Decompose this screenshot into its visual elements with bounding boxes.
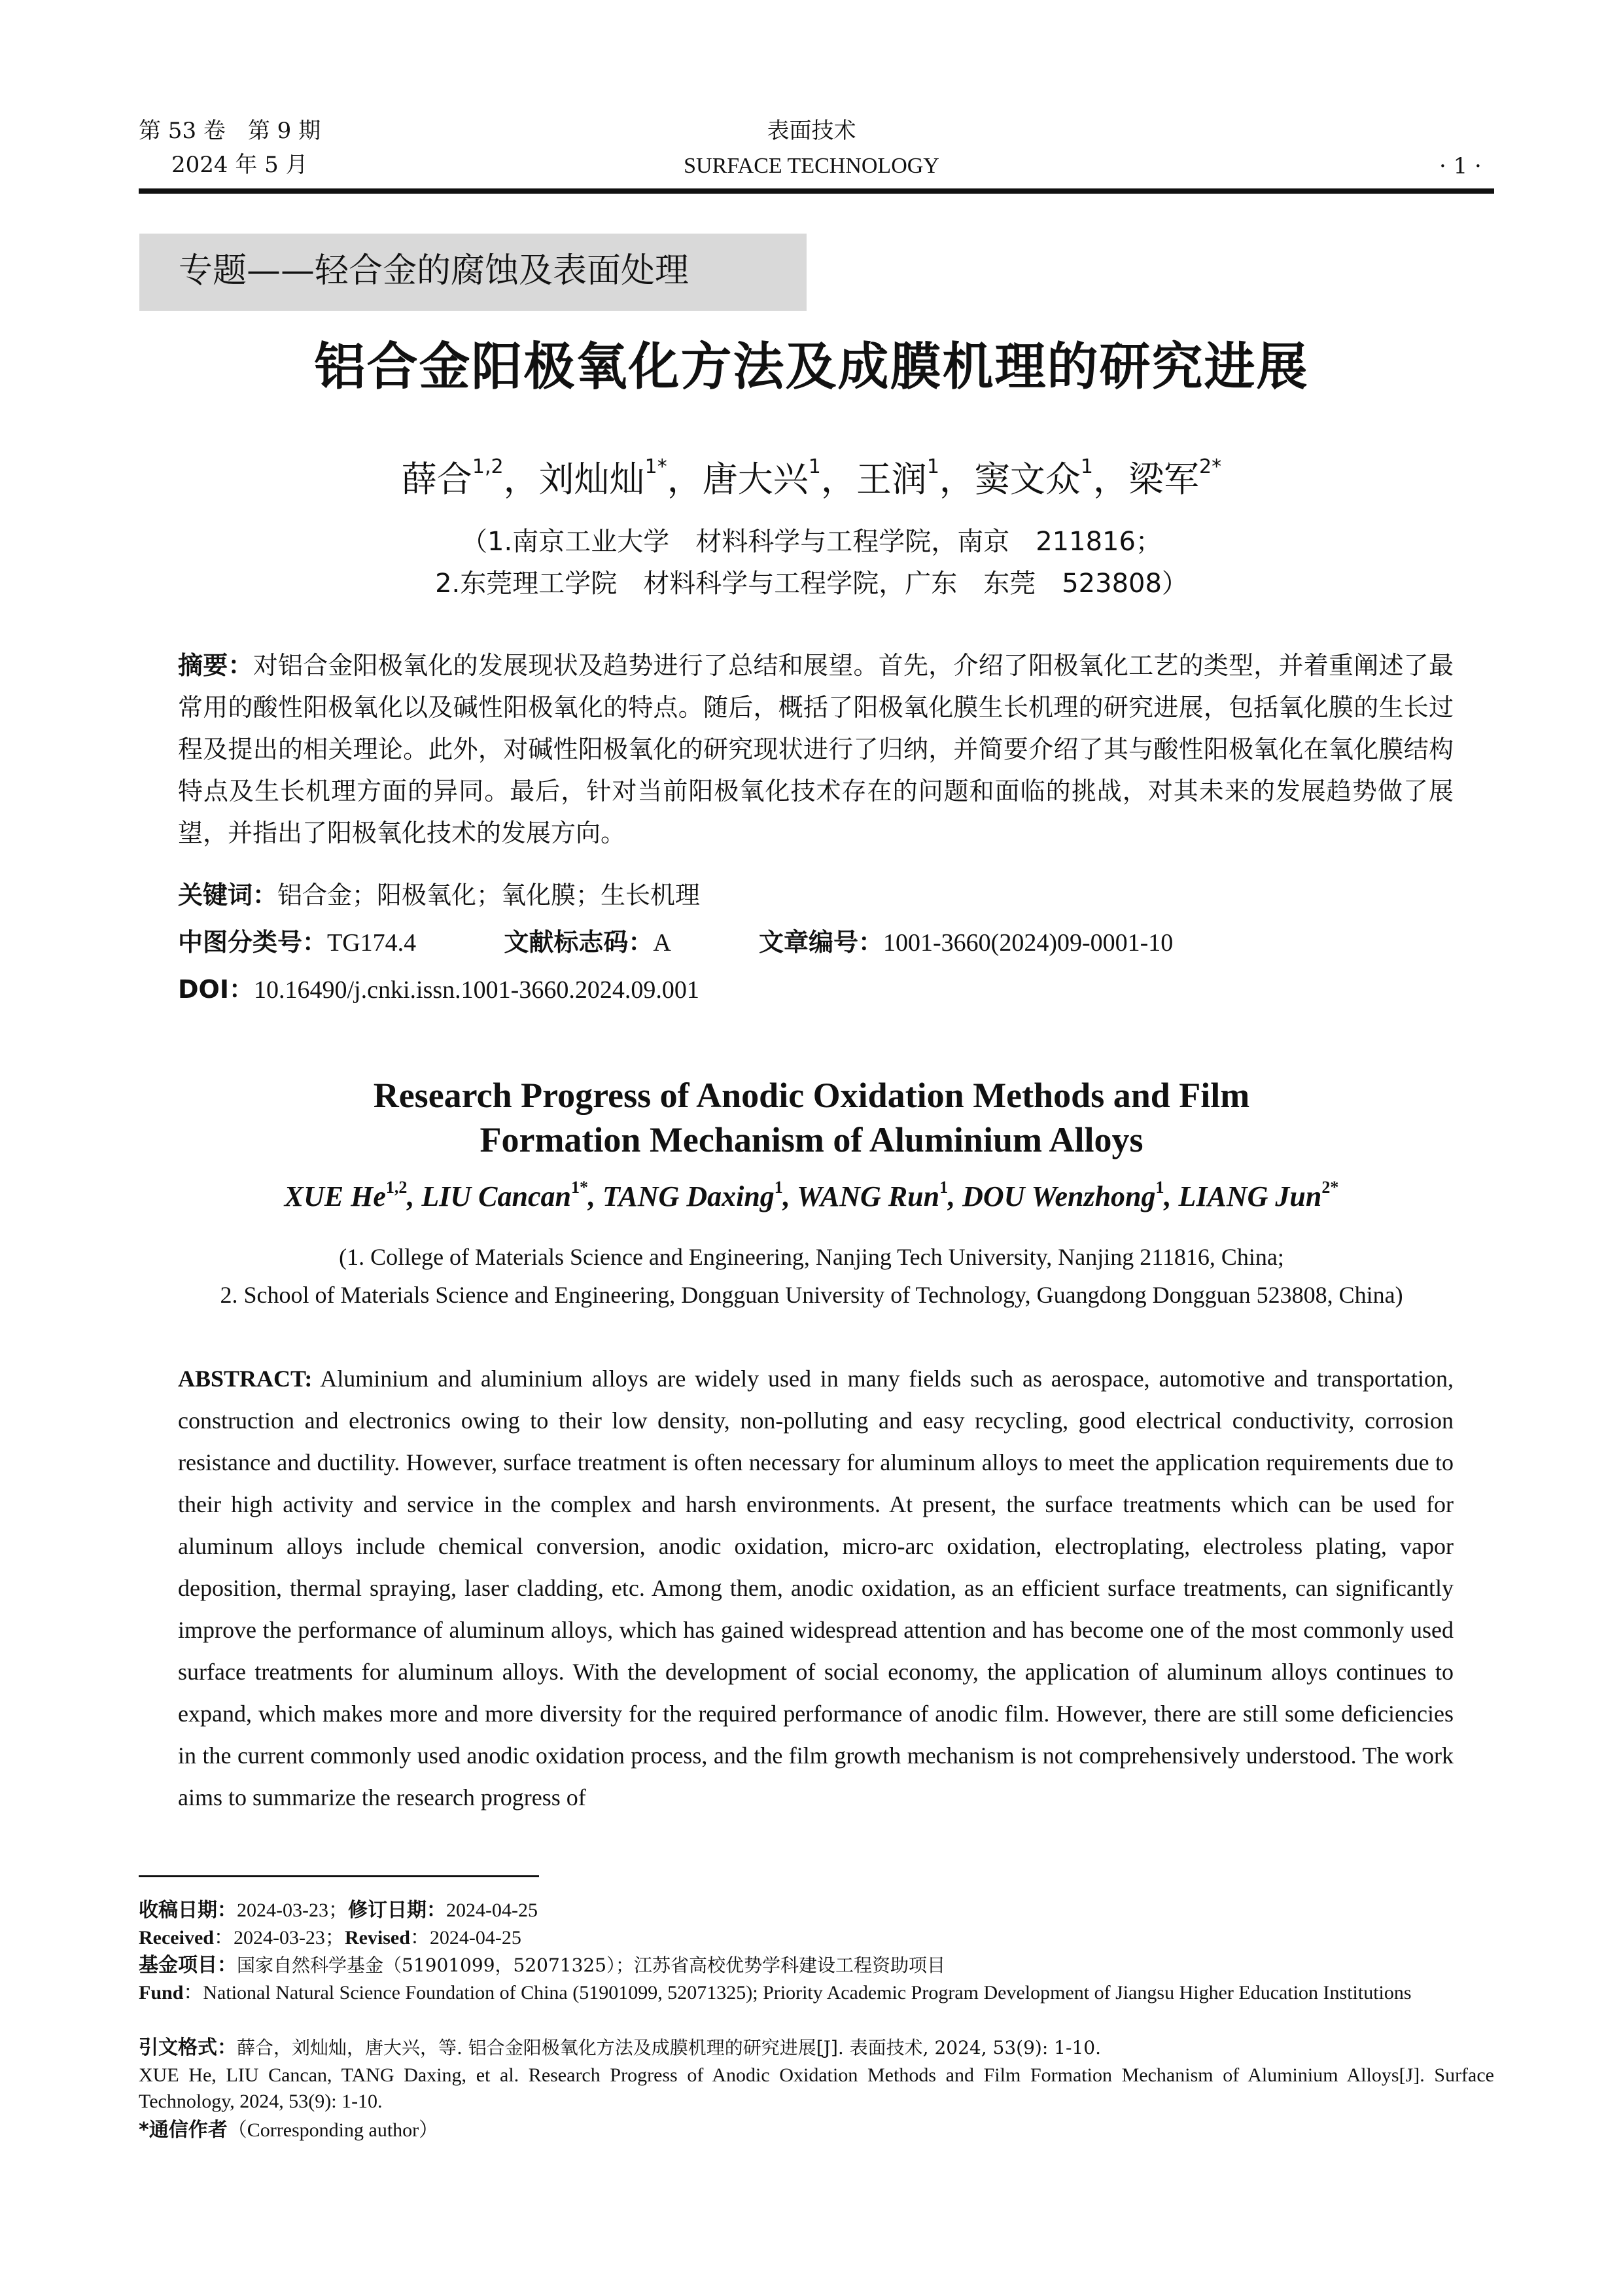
author-en-name: WANG Run [797,1180,940,1212]
author-cn-affiliation-mark: 1 [1080,455,1093,478]
author-cn-separator: ， [503,459,539,500]
author-cn-name: 薛合 [401,459,472,500]
author-en-name: XUE He [284,1180,386,1212]
author-en-affiliation-mark: 1 [774,1178,783,1197]
author-cn-separator: ， [820,459,856,500]
author-en-affiliation-mark: 1,2 [385,1178,408,1197]
author-cn-name: 王润 [856,459,927,500]
author-cn-affiliation-mark: 1* [644,455,667,478]
keywords-text: 铝合金；阳极氧化；氧化膜；生长机理 [277,881,701,910]
article-number-value: 1001-3660(2024)09-0001-10 [883,929,1174,957]
affiliation-en-2: 2. School of Materials Science and Engineering, Dongguan University of Technology, Guangdong Dongguan 523808, China) [220,1282,1403,1308]
title-en-line-2: Formation Mechanism of Aluminium Alloys [480,1120,1143,1159]
doi-value: 10.16490/j.cnki.issn.1001-3660.2024.09.001 [254,976,699,1004]
author-en-separator: , [782,1180,797,1212]
author-en-affiliation-mark: 2* [1321,1178,1339,1197]
corresponding-text: （Corresponding author） [227,2119,439,2141]
author-en-name: LIANG Jun [1178,1180,1322,1212]
author-en-name: DOU Wenzhong [962,1180,1156,1212]
abstract-cn [178,645,1454,854]
fund-en-text: ：National Natural Science Foundation of China (51901099, 52071325); Priority Academic Program Development of Jiangsu Higher Education Institutions [183,1982,1412,2004]
author-cn-affiliation-mark: 1 [926,455,939,478]
received-cn-label: 收稿日期： [139,1899,237,1922]
title-en [0,1073,1623,1162]
received-en-date: ：2024-03-23； [213,1927,345,1949]
author-cn-name: 刘灿灿 [538,459,645,500]
footnote-rule [139,1875,539,1877]
footnote-citation-cn [139,2035,1494,2061]
fund-cn-label: 基金项目： [139,1954,237,1977]
author-en-separator: , [948,1180,963,1212]
citation-cn-label: 引文格式： [139,2036,237,2059]
author-cn-affiliation-mark: 2* [1199,455,1222,478]
doi-label: DOI： [178,975,254,1004]
doi-line [178,971,1454,1008]
classification-line [178,924,1454,961]
fund-cn-text: 国家自然科学基金（51901099，52071325）；江苏省高校优势学科建设工程资助项目 [237,1954,946,1976]
revised-cn-date: 2024-04-25 [445,1899,538,1921]
author-cn-affiliation-mark: 1 [808,455,821,478]
author-en-separator: , [1164,1180,1179,1212]
received-en-label: Received [139,1927,214,1949]
authors-cn [0,451,1623,502]
author-en-affiliation-mark: 1* [570,1178,588,1197]
author-en-affiliation-mark: 1 [939,1178,949,1197]
author-cn-separator: ， [939,459,975,500]
author-cn-name: 梁军 [1128,459,1199,500]
header-volume: 第 53 卷 第 9 期 [139,118,321,144]
clc-label: 中图分类号： [178,928,328,957]
article-number-label: 文章编号： [759,928,884,957]
author-cn-name: 唐大兴 [702,459,809,500]
footnote-fund-cn [139,1952,1494,1979]
abstract-en [178,1358,1454,1818]
footnote-corresponding [139,2117,1494,2144]
header-rule [139,188,1494,194]
affiliation-en-1: (1. College of Materials Science and Engineering, Nanjing Tech University, Nanjing 211816, China; [339,1244,1284,1270]
title-cn: 铝合金阳极氧化方法及成膜机理的研究进展 [314,338,1309,397]
footnote-fund-en [139,1980,1494,2006]
keywords-label: 关键词： [178,881,278,910]
keywords [178,877,1454,913]
author-en-name: LIU Cancan [421,1180,571,1212]
abstract-en-label: ABSTRACT: [178,1366,313,1392]
corresponding-label: *通信作者 [139,2119,228,2142]
received-cn-date: 2024-03-23； [237,1899,348,1921]
affiliation-cn-2: 2.东莞理工学院 材料科学与工程学院，广东 东莞 523808） [435,569,1188,599]
topic-label: 专题——轻合金的腐蚀及表面处理 [179,251,689,291]
footnote-citation-en: XUE He, LIU Cancan, TANG Daxing, et al. Research Progress of Anodic Oxidation Methods and Film Formation Mechanism of Aluminium Alloys[J]. Surface Technology, 2024, 53(9): 1-10. [139,2064,1494,2112]
title-en-line-1: Research Progress of Anodic Oxidation Methods and Film [373,1076,1250,1115]
revised-en-label: Revised [344,1927,410,1949]
footnote-dates-en [139,1925,1494,1951]
revised-en-date: ：2024-04-25 [410,1927,521,1949]
author-cn-affiliation-mark: 1,2 [472,455,504,478]
citation-cn-text: 薛合，刘灿灿，唐大兴，等. 铝合金阳极氧化方法及成膜机理的研究进展[J]. 表面技术, 2024, 53(9): 1-10. [237,2037,1101,2058]
doc-code-label: 文献标志码： [504,928,654,957]
author-en-separator: , [587,1180,602,1212]
abstract-cn-label: 摘要： [178,651,253,680]
author-cn-name: 窦文众 [974,459,1081,500]
affiliation-cn-1: （1.南京工业大学 材料科学与工程学院，南京 211816； [461,527,1162,557]
author-cn-separator: ， [667,459,703,500]
abstract-cn-text: 对铝合金阳极氧化的发展现状及趋势进行了总结和展望。首先，介绍了阳极氧化工艺的类型，并着重阐述了最常用的酸性阳极氧化以及碱性阳极氧化的特点。随后，概括了阳极氧化膜生长机理的研究进展，包括氧化膜的生长过程及提出的相关理论。此外，对碱性阳极氧化的研究现状进行了归纳，并简要介绍了其与酸性阳极氧化在氧化膜结构特点及生长机理方面的异同。最后，针对当前阳极氧化技术存在的问题和面临的挑战，对其未来的发展趋势做了展望，并指出了阳极氧化技术的发展方向。 [178,651,1454,847]
header-journal-cn: 表面技术 [767,118,856,144]
header-journal-en: SURFACE TECHNOLOGY [684,154,939,178]
abstract-en-text: Aluminium and aluminium alloys are widely used in many fields such as aerospace, automotive and transportation, construction and electronics owing to their low density, non-polluting and easy recycling, good electrical conductivity, corrosion resistance and ductility. However, surface treatment is often necessary for aluminum alloys to meet the application requirements due to their high activity and service in the complex and harsh environments. At present, the surface treatments which can be used for aluminum alloys include chemical conversion, anodic oxidation, micro-arc oxidation, electroplating, electroless plating, vapor deposition, thermal spraying, laser cladding, etc. Among them, anodic oxidation, as an efficient surface treatments, can significantly improve the performance of aluminum alloys, which has gained widespread attention and has become one of the most commonly used surface treatments for aluminum alloys. With the development of social economy, the application of aluminum alloys continues to expand, which makes more and more diversity for the required performance of anodic film. However, there are still some deficiencies in the current commonly used anodic oxidation process, and the film growth mechanism is not comprehensively understood. The work aims to summarize the research progress of [178,1366,1454,1810]
fund-en-label: Fund [139,1982,184,2004]
footnote-dates-cn [139,1898,1494,1924]
author-cn-separator: ， [1093,459,1128,500]
clc-value: TG174.4 [327,929,417,957]
author-en-affiliation-mark: 1 [1155,1178,1164,1197]
header-date: 2024 年 5 月 [171,152,308,178]
author-en-name: TANG Daxing [602,1180,775,1212]
revised-cn-label: 修订日期： [347,1899,446,1922]
header-page-number: · 1 · [1439,153,1482,179]
authors-en [0,1178,1623,1213]
doc-code-value: A [653,929,671,957]
author-en-separator: , [407,1180,422,1212]
